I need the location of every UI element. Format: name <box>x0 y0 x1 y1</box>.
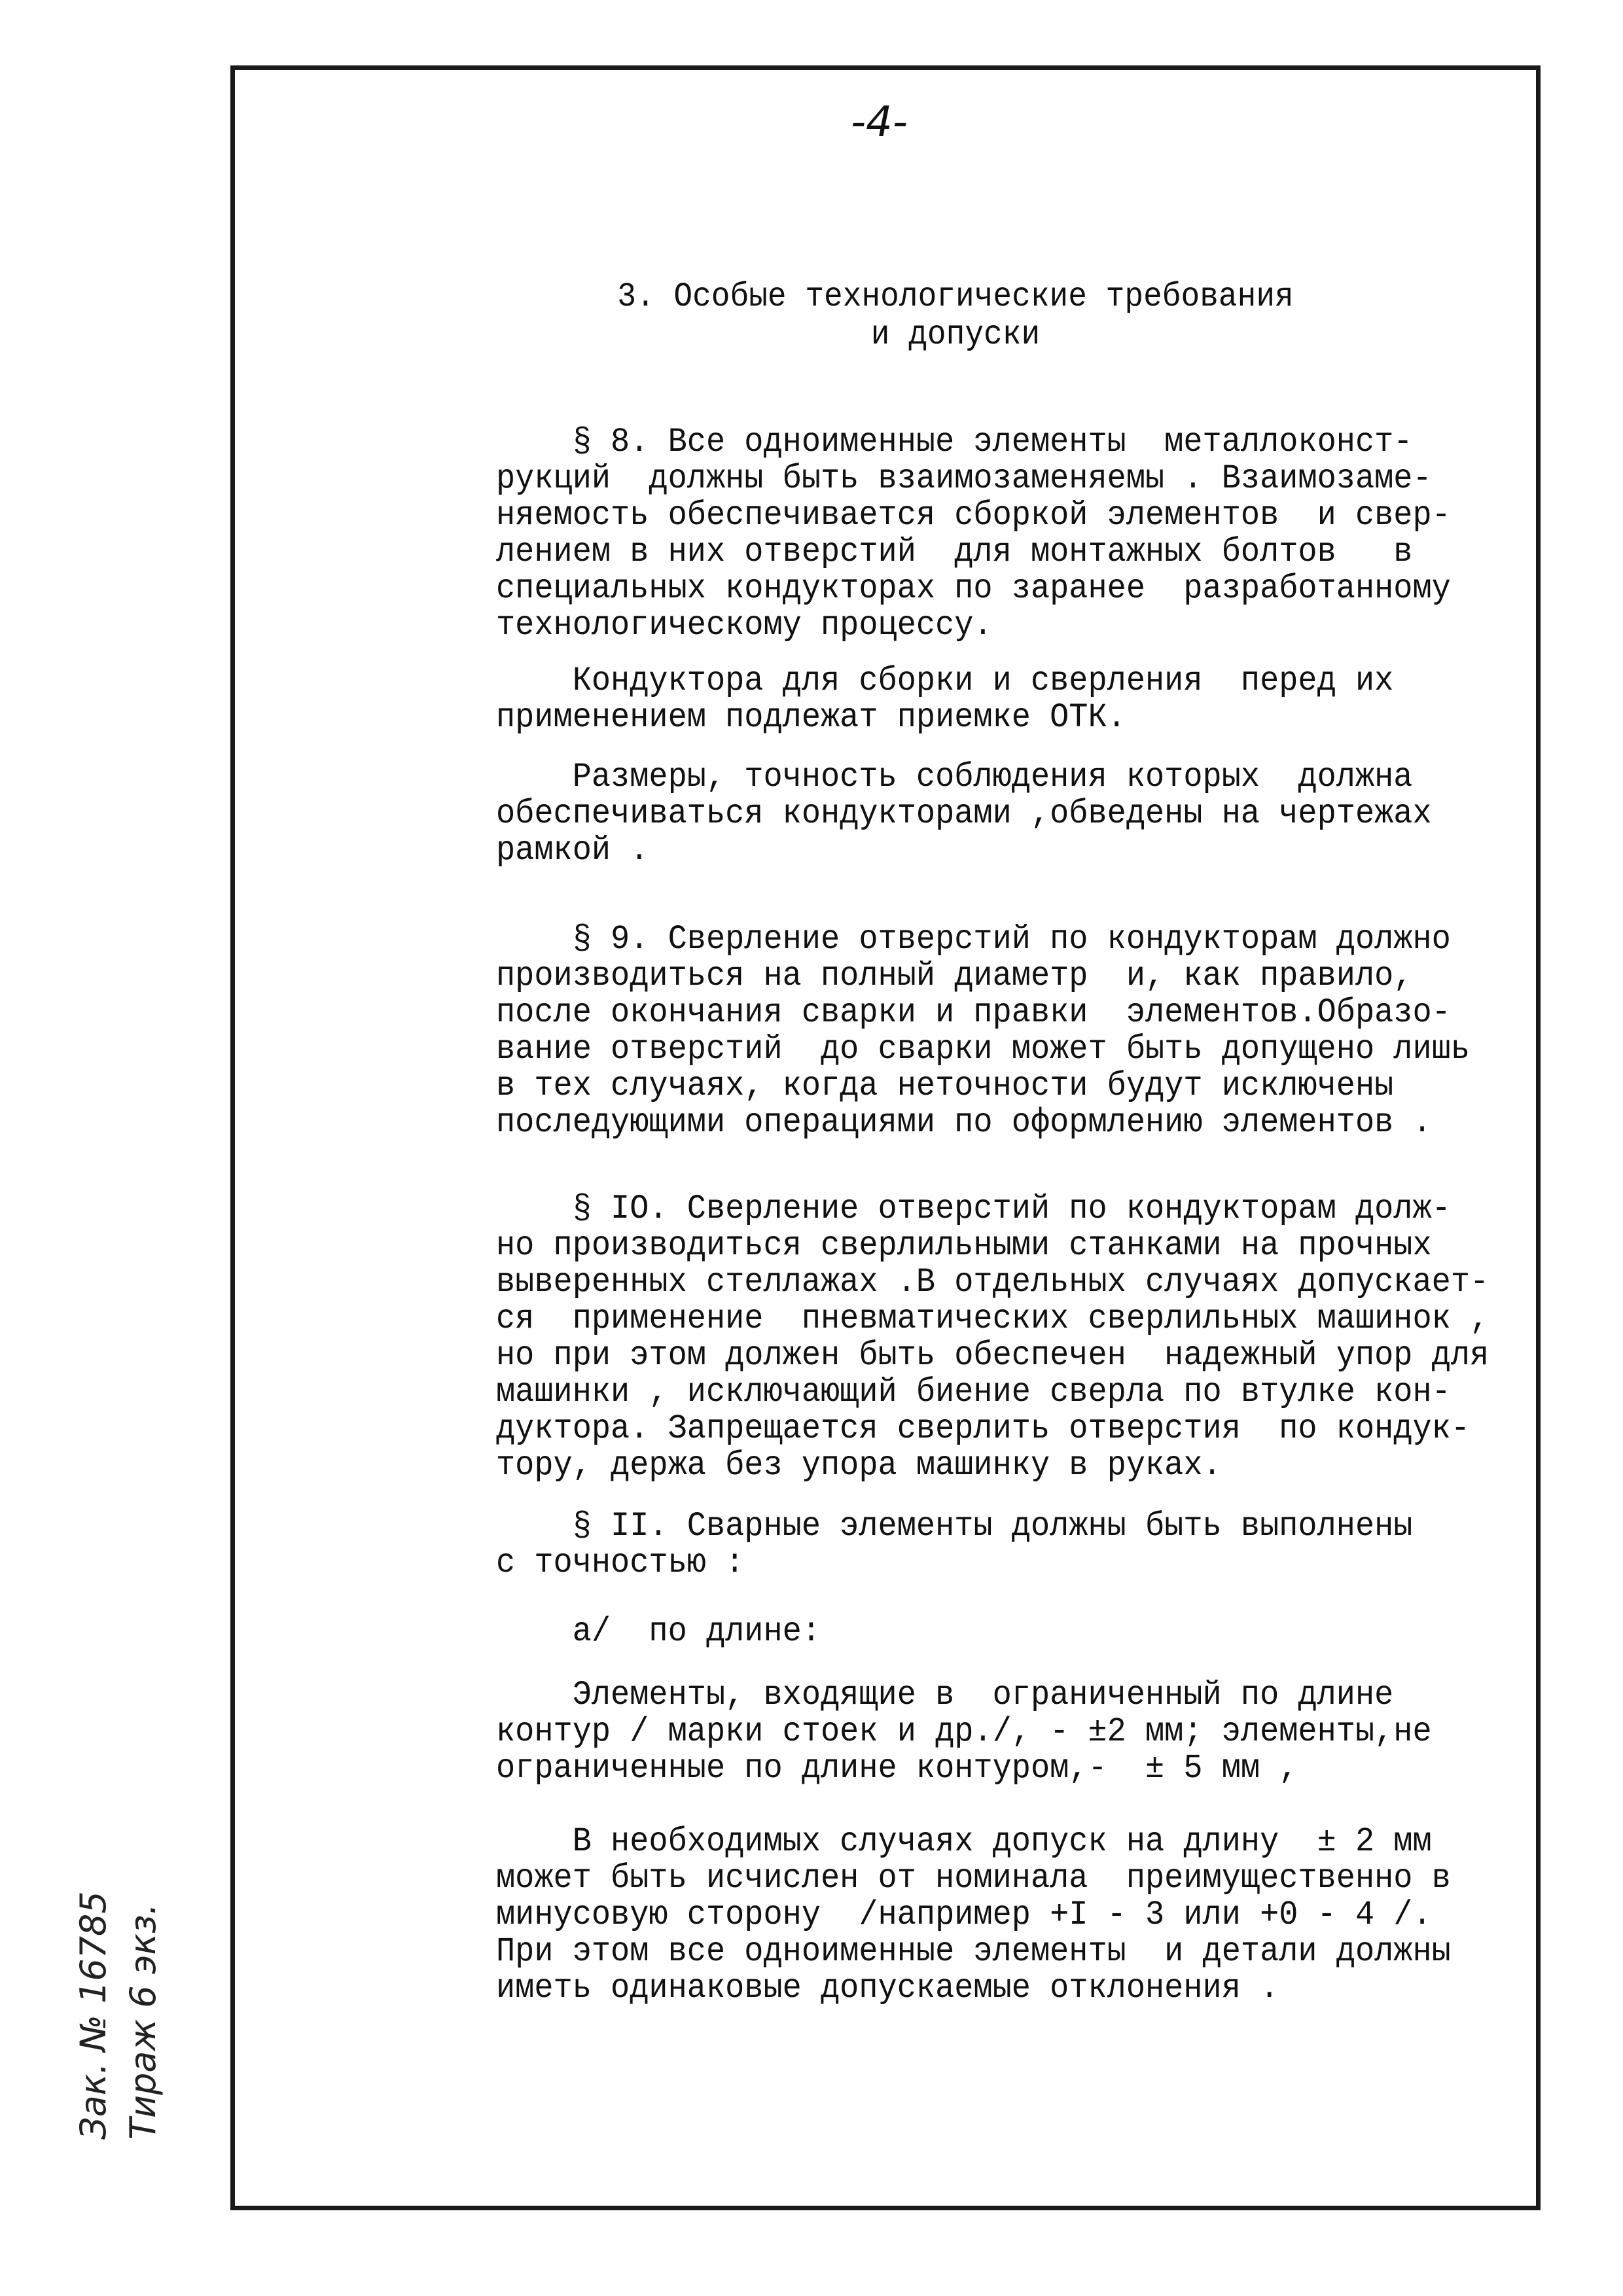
text-line: В необходимых случаях допуск на длину ± 2 мм <box>496 1822 1432 1861</box>
text-line: рамкой . <box>496 831 649 870</box>
paragraph-11-tolerance <box>496 1824 1451 2007</box>
paragraph-11-elements <box>496 1677 1432 1787</box>
margin-note-handwritten <box>69 1891 168 2140</box>
text-line: § 8. Все одноименные элементы металлоконст- <box>496 423 1413 461</box>
paragraph-8-dimensions <box>496 759 1432 869</box>
text-line: после окончания сварки и правки элементов.Образо- <box>496 993 1451 1032</box>
section-heading <box>534 278 1377 354</box>
paragraph-8 <box>496 424 1451 644</box>
text-line: с точностью : <box>496 1544 745 1582</box>
text-line: § 9. Сверление отверстий по кондукторам должно <box>496 920 1451 959</box>
print-run: Тираж 6 экз. <box>122 1903 164 2140</box>
text-line: Кондуктора для сборки и сверления перед их <box>496 662 1394 700</box>
text-line: Размеры, точность соблюдения которых должна <box>496 758 1413 796</box>
paragraph-8-conductors <box>496 663 1393 736</box>
paragraph-9 <box>496 921 1470 1141</box>
section-title-line-1: 3. Особые технологические требования <box>617 277 1294 316</box>
text-line: тору, держа без упора машинку в руках. <box>496 1446 1222 1485</box>
paragraph-11 <box>496 1508 1412 1581</box>
text-line: лением в них отверстий для монтажных болтов в <box>496 533 1413 571</box>
page-number: -4- <box>851 98 908 147</box>
text-line: выверенных стеллажах .В отдельных случаях допускает- <box>496 1263 1489 1301</box>
text-line: технологическому процессу. <box>496 606 993 645</box>
text-line: § IO. Сверление отверстий по кондукторам долж- <box>496 1190 1451 1228</box>
text-line: ся применение пневматических сверлильных машинок , <box>496 1299 1489 1338</box>
text-line: иметь одинаковые допускаемые отклонения . <box>496 1969 1279 2007</box>
text-line: дуктора. Запрещается сверлить отверстия по кондук- <box>496 1409 1471 1448</box>
text-line: может быть исчислен от номинала преимущественно в <box>496 1859 1451 1898</box>
text-line: При этом все одноименные элементы и детали должны <box>496 1932 1451 1971</box>
text-line: няемость обеспечивается сборкой элементов и свер- <box>496 496 1451 535</box>
text-line: вание отверстий до сварки может быть допущено лишь <box>496 1030 1471 1069</box>
text-line: последующими операциями по оформлению элементов . <box>496 1103 1432 1142</box>
section-title-line-2: и допуски <box>870 315 1041 354</box>
text-line: минусовую сторону /например +I - 3 или +0 - 4 /. <box>496 1896 1432 1934</box>
text-line: ограниченные по длине контуром,- ± 5 мм , <box>496 1749 1298 1788</box>
text-line: контур / марки стоек и др./, - ±2 мм; элементы,не <box>496 1712 1432 1751</box>
text-line: но производиться сверлильными станками на прочных <box>496 1226 1432 1265</box>
text-line: машинки , исключающий биение сверла по втулке кон- <box>496 1373 1451 1411</box>
text-line: в тех случаях, когда неточности будут исключены <box>496 1067 1394 1105</box>
paragraph-10 <box>496 1191 1489 1484</box>
text-line: а/ по длине: <box>496 1612 821 1651</box>
text-line: рукций должны быть взаимозаменяемы . Взаимозаме- <box>496 459 1432 498</box>
text-line: специальных кондукторах по заранее разработанному <box>496 569 1451 608</box>
text-line: но при этом должен быть обеспечен надежный упор для <box>496 1336 1489 1375</box>
order-number: Зак. № 16785 <box>73 1891 114 2140</box>
paragraph-11-length-label <box>496 1614 821 1650</box>
text-line: применением подлежат приемке ОТК. <box>496 698 1126 737</box>
text-line: обеспечиваться кондукторами ,обведены на чертежах <box>496 794 1432 833</box>
text-line: Элементы, входящие в ограниченный по длине <box>496 1676 1394 1714</box>
text-line: производиться на полный диаметр и, как правило, <box>496 957 1413 995</box>
text-line: § II. Сварные элементы должны быть выполнены <box>496 1507 1413 1545</box>
